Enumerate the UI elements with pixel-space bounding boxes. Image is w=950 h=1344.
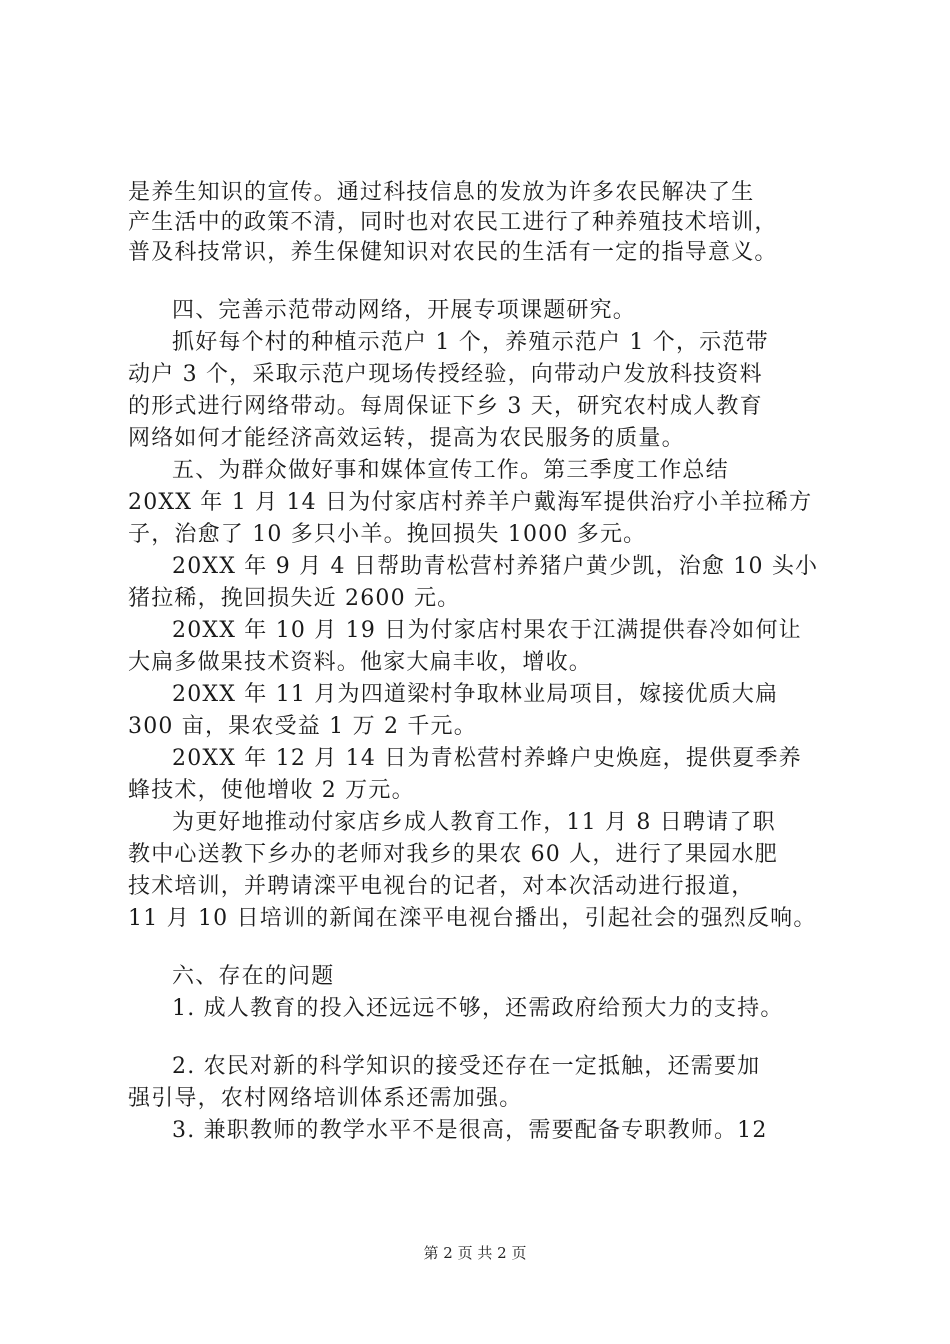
section-heading: 四、完善示范带动网络，开展专项课题研究。 bbox=[172, 298, 637, 323]
paragraph-line: 20XX 年 9 月 4 日帮助青松营村养猪户黄少凯，治愈 10 头小 bbox=[172, 554, 819, 579]
paragraph-line: 普及科技常识，养生保健知识对农民的生活有一定的指导意义。 bbox=[128, 240, 778, 265]
list-item-continuation: 强引导，农村网络培训体系还需加强。 bbox=[128, 1086, 523, 1111]
list-item: 3. 兼职教师的教学水平不是很高，需要配备专职教师。12 bbox=[172, 1118, 768, 1143]
paragraph-line: 技术培训，并聘请滦平电视台的记者，对本次活动进行报道， bbox=[128, 874, 755, 899]
list-item: 1. 成人教育的投入还远远不够，还需政府给预大力的支持。 bbox=[172, 996, 784, 1021]
paragraph-line: 大扁多做果技术资料。他家大扁丰收，增收。 bbox=[128, 650, 593, 675]
paragraph-line: 20XX 年 10 月 19 日为付家店村果农于江满提供春冷如何让 bbox=[172, 618, 802, 643]
paragraph-line: 子，治愈了 10 多只小羊。挽回损失 1000 多元。 bbox=[128, 522, 647, 547]
paragraph-line: 的形式进行网络带动。每周保证下乡 3 天，研究农村成人教育 bbox=[128, 394, 763, 419]
paragraph-line: 产生活中的政策不清，同时也对农民工进行了种养殖技术培训， bbox=[128, 210, 778, 235]
paragraph-line: 20XX 年 1 月 14 日为付家店村养羊户戴海军提供治疗小羊拉稀方 bbox=[128, 490, 813, 515]
paragraph-line: 11 月 10 日培训的新闻在滦平电视台播出，引起社会的强烈反响。 bbox=[128, 906, 817, 931]
paragraph-line: 动户 3 个，采取示范户现场传授经验，向带动户发放科技资料 bbox=[128, 362, 763, 387]
paragraph-line: 为更好地推动付家店乡成人教育工作，11 月 8 日聘请了职 bbox=[172, 810, 776, 835]
section-heading: 五、为群众做好事和媒体宣传工作。第三季度工作总结 bbox=[172, 458, 729, 483]
paragraph-line: 蜂技术，使他增收 2 万元。 bbox=[128, 778, 415, 803]
paragraph-line: 网络如何才能经济高效运转，提高为农民服务的质量。 bbox=[128, 426, 685, 451]
paragraph-line: 20XX 年 11 月为四道梁村争取林业局项目，嫁接优质大扁 bbox=[172, 682, 779, 707]
paragraph-line: 20XX 年 12 月 14 日为青松营村养蜂户史焕庭，提供夏季养 bbox=[172, 746, 802, 771]
page-number-footer: 第 2 页 共 2 页 bbox=[423, 1244, 527, 1262]
paragraph-line: 300 亩，果农受益 1 万 2 千元。 bbox=[128, 714, 477, 739]
paragraph-line: 猪拉稀，挽回损失近 2600 元。 bbox=[128, 586, 461, 611]
paragraph-line: 抓好每个村的种植示范户 1 个，养殖示范户 1 个，示范带 bbox=[172, 330, 769, 355]
section-heading: 六、存在的问题 bbox=[172, 964, 335, 989]
paragraph-line: 是养生知识的宣传。通过科技信息的发放为许多农民解决了生 bbox=[128, 180, 755, 205]
list-item: 2. 农民对新的科学知识的接受还存在一定抵触，还需要加 bbox=[172, 1054, 761, 1079]
paragraph-line: 教中心送教下乡办的老师对我乡的果农 60 人，进行了果园水肥 bbox=[128, 842, 778, 867]
